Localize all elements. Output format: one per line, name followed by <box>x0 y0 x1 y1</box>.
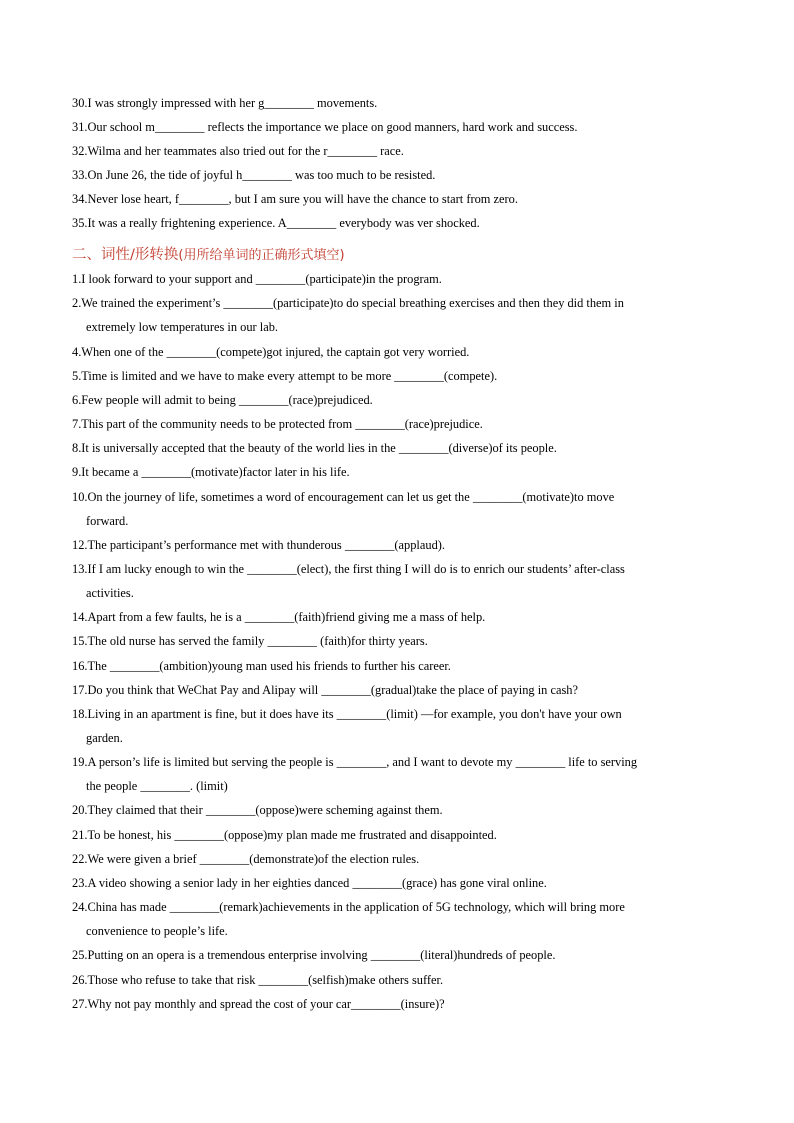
exercise-line-continuation: convenience to people’s life. <box>86 924 228 938</box>
exercise-line-33: 33.On June 26, the tide of joyful h________ was too much to be resisted. <box>72 168 436 182</box>
exercise-line: 25.Putting on an opera is a tremendous enterprise involving ________(literal)hundreds of people. <box>72 948 556 962</box>
section-title: 二、词性/形转换 <box>72 247 179 263</box>
exercise-line: 10.On the journey of life, sometimes a word of encouragement can let us get the ________(motivate)to move <box>72 490 615 504</box>
section-instruction: (用所给单词的正确形式填空) <box>178 248 345 263</box>
exercise-line: 24.China has made ________(remark)achievements in the application of 5G technology, which will bring more <box>72 900 625 914</box>
exercise-line: 18.Living in an apartment is fine, but it does have its ________(limit) —for example, you don't have your own <box>72 707 622 721</box>
section-heading <box>72 246 732 265</box>
exercise-line: 15.The old nurse has served the family ________ (faith)for thirty years. <box>72 634 428 648</box>
exercise-line: 14.Apart from a few faults, he is a ________(faith)friend giving me a mass of help. <box>72 610 486 624</box>
exercise-line-30: 30.I was strongly impressed with her g________ movements. <box>72 96 378 110</box>
exercise-line: 19.A person’s life is limited but serving the people is ________, and I want to devote my ________ life to serving <box>72 755 638 769</box>
exercise-line: 22.We were given a brief ________(demonstrate)of the election rules. <box>72 852 420 866</box>
exercise-line-32: 32.Wilma and her teammates also tried out for the r________ race. <box>72 144 404 158</box>
exercise-line: 8.It is universally accepted that the beauty of the world lies in the ________(diverse)of its people. <box>72 441 557 455</box>
exercise-line: 13.If I am lucky enough to win the ________(elect), the first thing I will do is to enrich our students’ after-class <box>72 562 625 576</box>
exercise-line-continuation: the people ________. (limit) <box>86 779 228 793</box>
exercise-line: 4.When one of the ________(compete)got injured, the captain got very worried. <box>72 345 470 359</box>
exercise-line: 21.To be honest, his ________(oppose)my plan made me frustrated and disappointed. <box>72 828 497 842</box>
exercise-line: 27.Why not pay monthly and spread the cost of your car________(insure)? <box>72 997 445 1011</box>
exercise-line: 7.This part of the community needs to be protected from ________(race)prejudice. <box>72 417 483 431</box>
exercise-line: 23.A video showing a senior lady in her eighties danced ________(grace) has gone viral online. <box>72 876 547 890</box>
exercise-line-continuation: activities. <box>86 586 134 600</box>
exercise-line: 20.They claimed that their ________(oppose)were scheming against them. <box>72 803 443 817</box>
exercise-line: 6.Few people will admit to being ________(race)prejudiced. <box>72 393 373 407</box>
exercise-line: 5.Time is limited and we have to make every attempt to be more ________(compete). <box>72 369 498 383</box>
exercise-line-35: 35.It was a really frightening experience. A________ everybody was ver shocked. <box>72 216 480 230</box>
exercise-line: 9.It became a ________(motivate)factor later in his life. <box>72 465 350 479</box>
exercise-line-continuation: forward. <box>86 514 129 528</box>
exercise-line: 1.I look forward to your support and ________(participate)in the program. <box>72 272 442 286</box>
exercise-line-continuation: extremely low temperatures in our lab. <box>86 320 278 334</box>
exercise-line-continuation: garden. <box>86 731 123 745</box>
exercise-line: 17.Do you think that WeChat Pay and Alipay will ________(gradual)take the place of paying in cash? <box>72 683 578 697</box>
exercise-line-34: 34.Never lose heart, f________, but I am sure you will have the chance to start from zero. <box>72 192 518 206</box>
exercise-line: 12.The participant’s performance met with thunderous ________(applaud). <box>72 538 445 552</box>
exercise-line: 2.We trained the experiment’s ________(participate)to do special breathing exercises and then they did them in <box>72 296 624 310</box>
exercise-line: 16.The ________(ambition)young man used his friends to further his career. <box>72 659 451 673</box>
exercise-line-31: 31.Our school m________ reflects the importance we place on good manners, hard work and success. <box>72 120 578 134</box>
exercise-line: 26.Those who refuse to take that risk ________(selfish)make others suffer. <box>72 973 444 987</box>
